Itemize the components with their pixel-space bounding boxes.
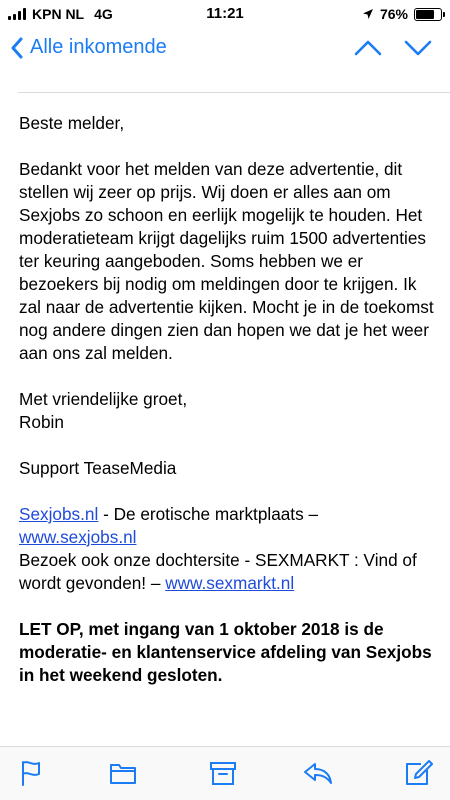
signature-team: Support TeaseMedia bbox=[19, 458, 177, 478]
email-body bbox=[19, 112, 434, 710]
back-button-label: Alle inkomende bbox=[30, 36, 167, 58]
network-type: 4G bbox=[94, 6, 113, 22]
battery-fill bbox=[416, 10, 434, 19]
sexjobs-link[interactable]: Sexjobs.nl bbox=[19, 504, 99, 524]
back-button[interactable] bbox=[10, 36, 167, 59]
signature-name: Robin bbox=[19, 412, 64, 432]
email-paragraph: Bedankt voor het melden van deze advertentie, dit stellen wij zeer op prijs. Wij doen er alles aan om Sexjobs zo schoon en eerlijk mogelijk te houden. Het moderatieteam krijgt dagelijks ruim 1500 advertenties ter keuring aangeboden. Soms hebben we er bezoekers bij nodig om meldingen door te krijgen. Ik zal naar de advertentie kijken. Mocht je in de toekomst nog andere dingen zien dan hopen we dat je het weer aan ons zal melden. bbox=[19, 159, 434, 363]
flag-icon[interactable] bbox=[18, 759, 44, 787]
message-navigation bbox=[354, 38, 432, 58]
status-time: 11:21 bbox=[206, 5, 244, 22]
archive-icon[interactable] bbox=[208, 759, 238, 787]
chevron-down-icon[interactable] bbox=[404, 38, 432, 58]
link-description: - De erotische marktplaats – bbox=[98, 504, 319, 524]
bottom-toolbar bbox=[0, 746, 450, 800]
email-closing: Met vriendelijke groet, bbox=[19, 389, 188, 409]
sexmarkt-url-link[interactable]: www.sexmarkt.nl bbox=[165, 573, 295, 593]
status-bar bbox=[0, 0, 450, 28]
nav-bar bbox=[0, 28, 450, 76]
reply-icon[interactable] bbox=[302, 759, 334, 787]
sexjobs-url-link[interactable]: www.sexjobs.nl bbox=[19, 527, 137, 547]
sister-site-text: Bezoek ook onze dochtersite - SEXMARKT : Vind of wordt gevonden! – bbox=[19, 550, 417, 593]
email-signature bbox=[19, 388, 434, 434]
status-right bbox=[362, 6, 442, 22]
chevron-up-icon[interactable] bbox=[354, 38, 382, 58]
folder-icon[interactable] bbox=[108, 759, 138, 787]
battery-percentage: 76% bbox=[379, 6, 408, 22]
location-icon bbox=[362, 8, 374, 20]
header-divider bbox=[18, 92, 450, 93]
email-greeting: Beste melder, bbox=[19, 113, 125, 133]
email-links bbox=[19, 503, 434, 595]
compose-icon[interactable] bbox=[404, 759, 434, 787]
weekend-notice: LET OP, met ingang van 1 oktober 2018 is de moderatie- en klantenservice afdeling van Sexjobs in het weekend gesloten. bbox=[19, 619, 432, 685]
chevron-left-icon bbox=[10, 37, 24, 59]
carrier-name: KPN NL bbox=[32, 6, 85, 22]
battery-icon bbox=[414, 8, 442, 21]
